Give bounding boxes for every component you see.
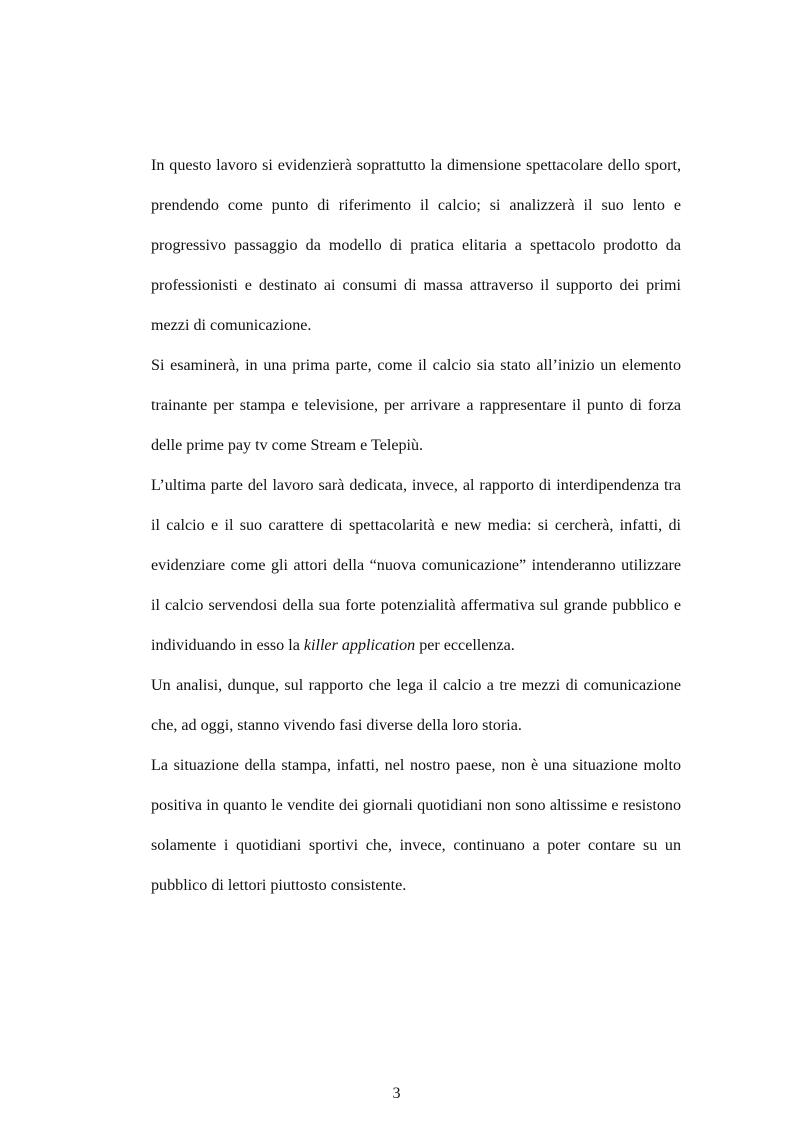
- page-number: 3: [392, 1085, 401, 1102]
- body-text: [151, 146, 681, 906]
- paragraph-first-part: Si esaminerà, in una prima parte, come il calcio sia stato all’inizio un elemento trainante per stampa e televisione, per arrivare a rappresentare il punto di forza delle prime pay tv come Stream e Telepiù.: [151, 357, 681, 454]
- paragraph-press-situation: La situazione della stampa, infatti, nel nostro paese, non è una situazione molto positiva in quanto le vendite dei giornali quotidiani non sono altissime e resistono solamente i quotidiani sportivi che, invece, continuano a poter contare su un pubblico di lettori piuttosto consistente.: [151, 757, 681, 894]
- paragraph-last-part-ending: per eccellenza.: [415, 637, 515, 654]
- killer-application-emphasis: killer application: [303, 637, 416, 654]
- paragraph-last-part-text: L’ultima parte del lavoro sarà dedicata, invece, al rapporto di interdipendenza tra il calcio e il suo carattere di spettacolarità e new media: si cercherà, infatti, di evidenziare come gli attori della “nuova comunicazione” intenderanno utilizzare il calcio servendosi della sua forte potenzialità affermativa sul grande pubblico e individuando in esso la: [151, 477, 681, 654]
- paragraph-analysis: Un analisi, dunque, sul rapporto che lega il calcio a tre mezzi di comunicazione che, ad oggi, stanno vivendo fasi diverse della loro storia.: [151, 677, 681, 734]
- paragraph-last-part: [151, 466, 681, 666]
- paragraph-intro: In questo lavoro si evidenzierà soprattutto la dimensione spettacolare dello sport, prendendo come punto di riferimento il calcio; si analizzerà il suo lento e progressivo passaggio da modello di pratica elitaria a spettacolo prodotto da professionisti e destinato ai consumi di massa attraverso il supporto dei primi mezzi di comunicazione.: [151, 157, 681, 334]
